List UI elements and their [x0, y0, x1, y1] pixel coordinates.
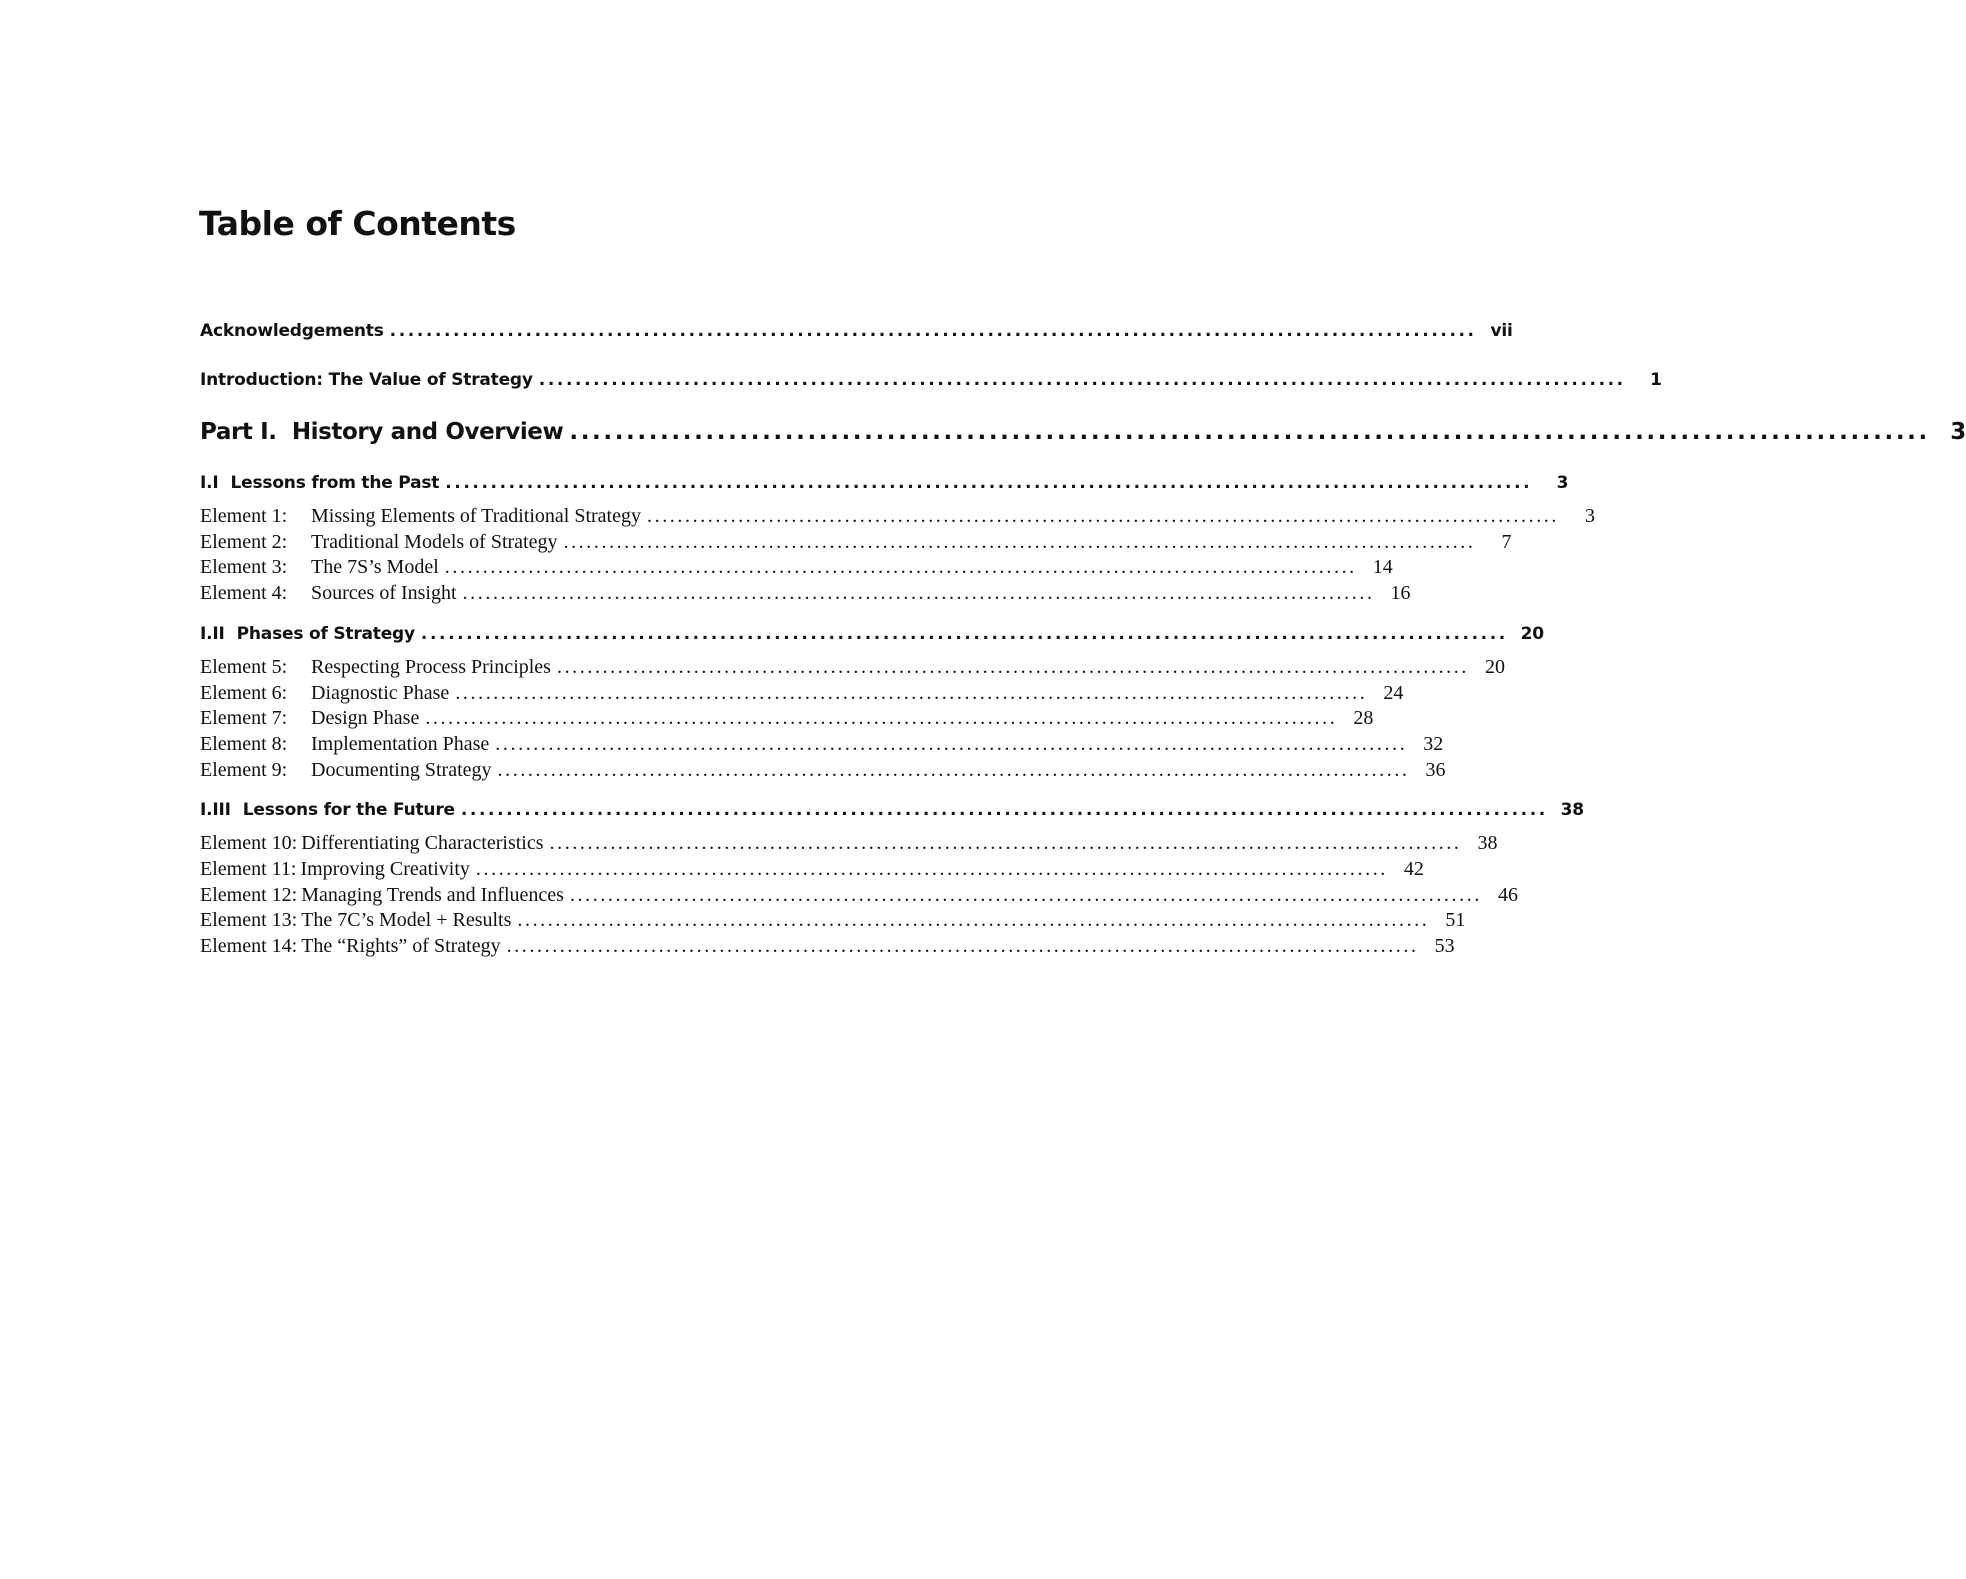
- toc-entry-page: 7: [1501, 531, 1512, 553]
- toc-entry-label-group: [200, 830, 544, 856]
- leader-dots: ........................................................................................................................: [569, 884, 1482, 906]
- leader-dots: ........................................................................................................................: [389, 321, 1477, 341]
- leader-dots: ........................................................................................................................: [420, 624, 1508, 644]
- toc-element-entry[interactable]: [200, 856, 1424, 882]
- toc-entry-page: 28: [1353, 707, 1374, 729]
- toc-element-entry[interactable]: [200, 757, 1446, 783]
- toc-entry-label-group: [200, 654, 551, 680]
- toc-entry-label-group: [200, 797, 455, 823]
- toc-element-entry[interactable]: [200, 680, 1404, 706]
- section-title: Lessons for the Future: [242, 800, 455, 820]
- element-number: Element 14:: [200, 935, 298, 957]
- element-number: Element 3:: [200, 556, 288, 578]
- toc-entry-page: vii: [1490, 321, 1513, 341]
- leader-dots: ........................................................................................................................: [569, 419, 1930, 445]
- element-number: Element 2:: [200, 531, 288, 553]
- toc-entry-label-group: [200, 933, 501, 959]
- toc-entry-page: 3: [1556, 473, 1569, 493]
- toc-section-heading[interactable]: [200, 797, 1584, 823]
- toc-entry-page: 42: [1403, 858, 1424, 880]
- element-number: Element 5:: [200, 656, 288, 678]
- toc-entry-page: 1: [1650, 370, 1662, 390]
- toc-entry-label-group: [200, 503, 641, 529]
- toc-entry-label-group: [200, 621, 415, 647]
- leader-dots: ........................................................................................................................: [425, 707, 1338, 729]
- element-number: Element 4:: [200, 582, 288, 604]
- leader-dots: ........................................................................................................................: [647, 505, 1559, 527]
- element-number: Element 12:: [200, 884, 298, 906]
- toc-entry-label-group: [200, 856, 470, 882]
- element-title: Sources of Insight: [311, 582, 457, 604]
- leader-dots: ........................................................................................................................: [445, 473, 1533, 493]
- toc-element-entry[interactable]: [200, 933, 1455, 959]
- toc-section-heading[interactable]: [200, 621, 1544, 647]
- leader-dots: ........................................................................................................................: [460, 800, 1548, 820]
- toc-element-entry[interactable]: [200, 882, 1518, 908]
- toc-entry-label-group: [200, 882, 564, 908]
- element-title: Differentiating Characteristics: [301, 832, 544, 854]
- toc-entry-label-group: [200, 580, 457, 606]
- toc-entry-label: Acknowledgements: [200, 321, 384, 341]
- toc-entry-introduction[interactable]: [200, 367, 1662, 393]
- leader-dots: ........................................................................................................................: [495, 733, 1408, 755]
- toc-entry-label-group: [200, 757, 492, 783]
- section-title: Phases of Strategy: [236, 624, 415, 644]
- element-number: Element 7:: [200, 707, 288, 729]
- toc-section-heading[interactable]: [200, 470, 1569, 496]
- page-title: Table of Contents: [199, 204, 516, 243]
- element-number: Element 10:: [200, 832, 298, 854]
- element-title: Traditional Models of Strategy: [311, 531, 558, 553]
- toc-entry-label-group: [200, 731, 489, 757]
- toc-entry-label-group: [200, 680, 449, 706]
- element-title: Managing Trends and Influences: [301, 884, 564, 906]
- element-title: Documenting Strategy: [311, 759, 492, 781]
- leader-dots: ........................................................................................................................: [538, 370, 1626, 390]
- toc-entry-label-group: [200, 529, 557, 555]
- section-title: Lessons from the Past: [230, 473, 440, 493]
- toc-entry-acknowledgements[interactable]: [200, 318, 1513, 344]
- section-number: I.III: [200, 800, 231, 820]
- toc-element-entry[interactable]: [200, 654, 1505, 680]
- toc-element-entry[interactable]: [200, 907, 1466, 933]
- element-number: Element 8:: [200, 733, 288, 755]
- element-number: Element 11:: [200, 858, 297, 880]
- leader-dots: ........................................................................................................................: [506, 935, 1419, 957]
- toc-element-entry[interactable]: [200, 705, 1374, 731]
- toc-entry-page: 46: [1497, 884, 1518, 906]
- leader-dots: ........................................................................................................................: [563, 531, 1476, 553]
- toc-entry-page: 32: [1423, 733, 1444, 755]
- toc-element-entry[interactable]: [200, 554, 1393, 580]
- toc-entry-page: 53: [1434, 935, 1455, 957]
- toc-entry-page: 24: [1383, 682, 1404, 704]
- leader-dots: ........................................................................................................................: [444, 556, 1357, 578]
- leader-dots: ........................................................................................................................: [462, 582, 1375, 604]
- toc-entry-page: 38: [1560, 800, 1584, 820]
- toc-entry-page: 3: [1950, 419, 1966, 445]
- toc-entry-label-group: [200, 907, 511, 933]
- element-title: The 7C’s Model + Results: [301, 909, 512, 931]
- section-number: I.II: [200, 624, 225, 644]
- toc-entry-page: 36: [1425, 759, 1446, 781]
- toc-entry-label-group: [200, 554, 439, 580]
- element-title: Design Phase: [311, 707, 420, 729]
- toc-entry-page: 14: [1372, 556, 1393, 578]
- leader-dots: ........................................................................................................................: [549, 832, 1462, 854]
- leader-dots: ........................................................................................................................: [475, 858, 1388, 880]
- element-title: The 7S’s Model: [311, 556, 439, 578]
- toc-entry-label-group: [200, 705, 419, 731]
- toc-element-entry[interactable]: [200, 731, 1444, 757]
- element-title: Implementation Phase: [311, 733, 490, 755]
- toc-element-entry[interactable]: [200, 503, 1595, 529]
- toc-entry-label: Introduction: The Value of Strategy: [200, 370, 533, 390]
- leader-dots: ........................................................................................................................: [517, 909, 1430, 931]
- element-number: Element 9:: [200, 759, 288, 781]
- leader-dots: ........................................................................................................................: [497, 759, 1410, 781]
- toc-entry-page: 16: [1390, 582, 1411, 604]
- element-title: Respecting Process Principles: [311, 656, 551, 678]
- element-title: Improving Creativity: [300, 858, 470, 880]
- leader-dots: ........................................................................................................................: [455, 682, 1368, 704]
- element-title: Diagnostic Phase: [311, 682, 450, 704]
- toc-entry-page: 38: [1477, 832, 1498, 854]
- toc-entry-page: 20: [1484, 656, 1505, 678]
- toc-element-entry[interactable]: [200, 529, 1512, 555]
- element-title: Missing Elements of Traditional Strategy: [311, 505, 641, 527]
- toc-element-entry[interactable]: [200, 580, 1411, 606]
- toc-entry-label-group: [200, 470, 439, 496]
- toc-entry-page: 51: [1445, 909, 1466, 931]
- toc-part-heading[interactable]: [200, 416, 1966, 448]
- toc-entry-label: Part I. History and Overview: [200, 419, 564, 445]
- leader-dots: ........................................................................................................................: [556, 656, 1469, 678]
- element-number: Element 6:: [200, 682, 288, 704]
- element-title: The “Rights” of Strategy: [301, 935, 501, 957]
- section-number: I.I: [200, 473, 219, 493]
- toc-element-entry[interactable]: [200, 830, 1498, 856]
- toc-entry-page: 20: [1520, 624, 1544, 644]
- toc-entry-page: 3: [1585, 505, 1595, 527]
- element-number: Element 13:: [200, 909, 298, 931]
- element-number: Element 1:: [200, 505, 288, 527]
